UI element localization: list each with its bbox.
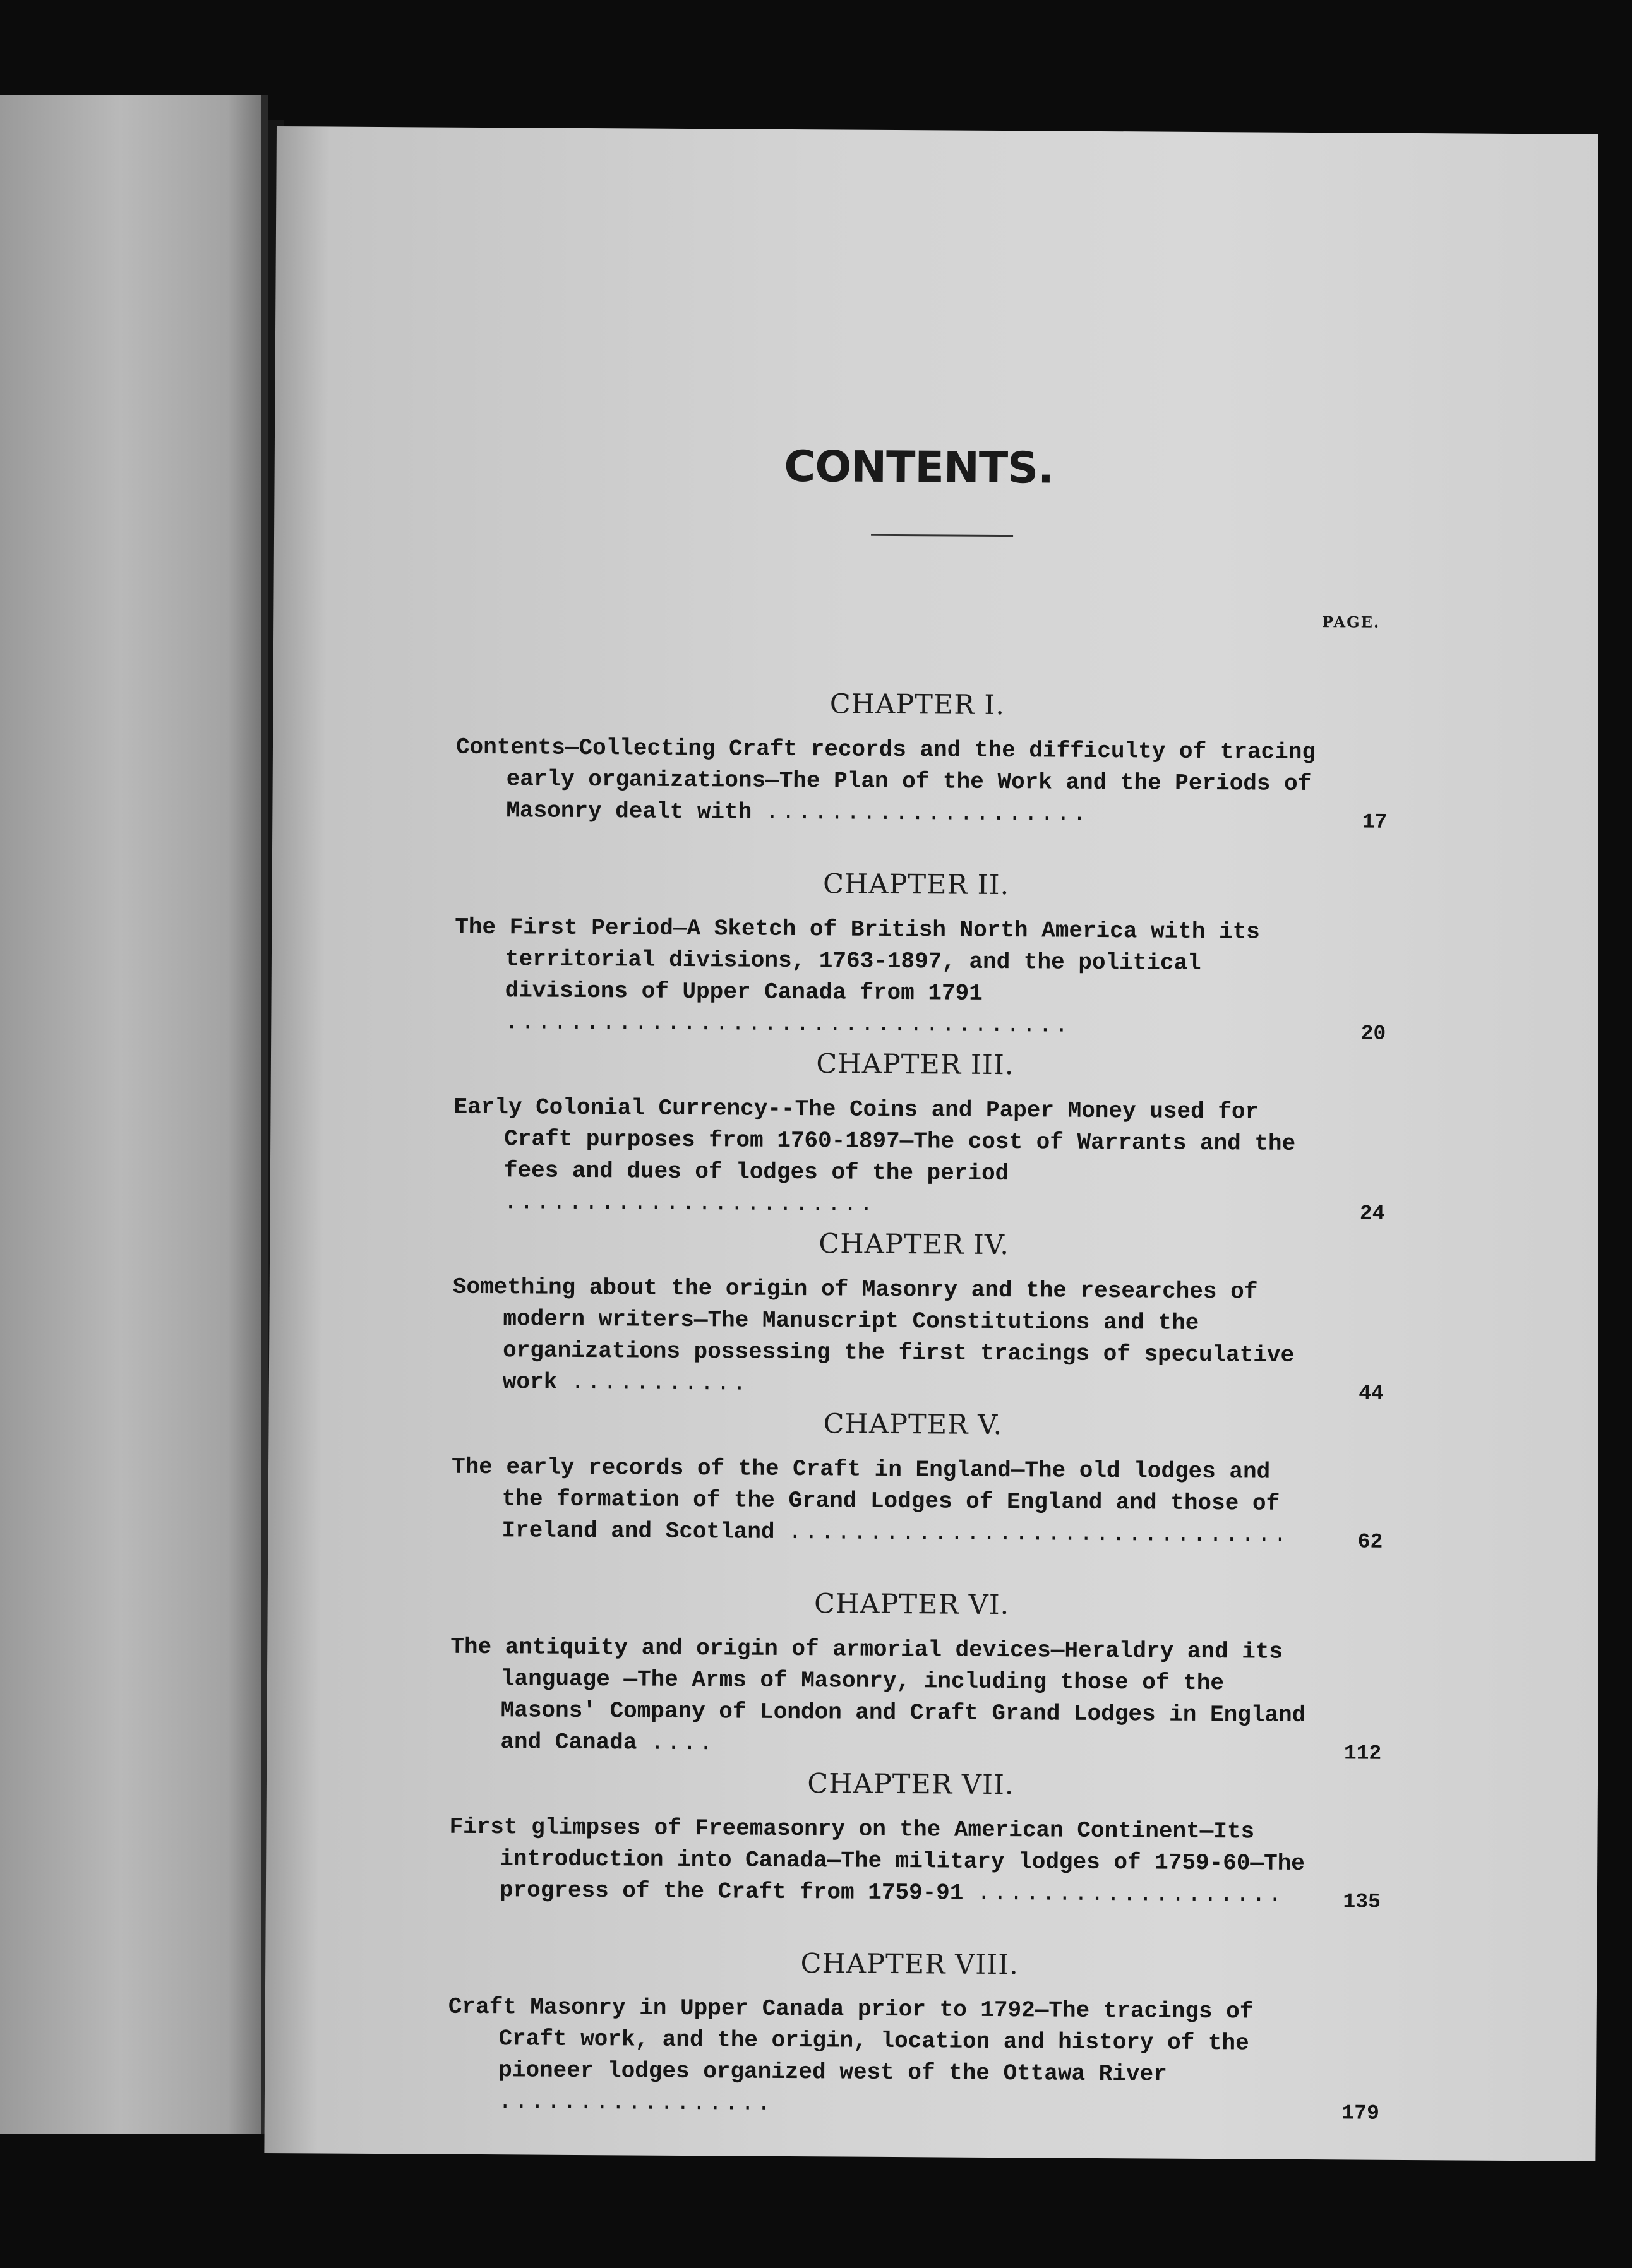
page-number: 44 (1359, 1382, 1384, 1406)
chapter-3 (453, 1046, 1385, 1226)
leader-dots: ....................... (503, 1189, 876, 1217)
page-title: CONTENTS. (784, 441, 1054, 494)
page-number: 24 (1359, 1202, 1385, 1226)
chapter-entry (455, 732, 1388, 834)
chapter-entry (451, 1452, 1383, 1554)
contents-column (448, 128, 1388, 2125)
chapter-7 (449, 1766, 1381, 1914)
chapter-entry (450, 1632, 1382, 1765)
chapter-1 (455, 686, 1388, 834)
entry-text: The antiquity and origin of armorial devices—Heraldry and its language —The Arms of Masonry, including those of the Masons' Company of London and Craft Grand Lodges in England and Canada (450, 1633, 1306, 1756)
entry-text: Craft Masonry in Upper Canada prior to 1792—The tracings of Craft work, and the origin, location and history of the pioneer lodges organized west of the Ottawa River (448, 1993, 1254, 2087)
chapter-6 (450, 1586, 1382, 1765)
chapter-entry (452, 1272, 1384, 1406)
chapter-heading: CHAPTER VII. (807, 1768, 1014, 1801)
chapter-heading: CHAPTER I. (829, 688, 1005, 722)
chapter-8 (448, 1946, 1379, 2125)
title-rule (871, 534, 1013, 537)
chapter-heading: CHAPTER IV. (819, 1228, 1010, 1262)
entry-text: Something about the origin of Masonry and the researches of modern writers—The Manuscript Constitutions and the organizations possessing the first tracings of speculative work (452, 1274, 1295, 1395)
chapter-2 (454, 866, 1386, 1046)
page-column-label: PAGE. (1322, 612, 1381, 631)
entry-text: Contents—Collecting Craft records and the difficulty of tracing early organizations—The Plan of the Work and the Periods of Masonry dealt with (455, 734, 1316, 825)
chapter-heading: CHAPTER II. (822, 868, 1010, 902)
entry-text: The early records of the Craft in England—The old lodges and the formation of the Grand Lodges of England and those of Ireland and Scotland (451, 1453, 1280, 1545)
entry-text: First glimpses of Freemasonry on the American Continent—Its introduction into Canada—The military lodges of 1759-60—The progress of the Craft from 1759-91 (449, 1813, 1305, 1906)
chapter-entry (449, 1811, 1381, 1914)
chapter-heading: CHAPTER III. (816, 1048, 1014, 1082)
previous-page-edge (0, 95, 268, 2134)
leader-dots: ................... (976, 1880, 1285, 1908)
contents-page (264, 126, 1608, 2161)
chapter-5 (451, 1406, 1383, 1554)
scan-edge-shadow (1598, 101, 1632, 2185)
entry-text: Early Colonial Currency--The Coins and Paper Money used for Craft purposes from 1760-1897—The cost of Warrants and the fees and dues of lodges of the period (453, 1094, 1296, 1187)
chapter-entry (448, 1991, 1379, 2125)
leader-dots: ................. (498, 2089, 774, 2116)
page-number: 179 (1341, 2101, 1379, 2125)
page-number: 62 (1357, 1530, 1383, 1554)
page-number: 17 (1362, 810, 1388, 834)
leader-dots: ................................... (505, 1009, 1071, 1039)
chapter-heading: CHAPTER VIII. (800, 1948, 1019, 1981)
chapter-entry (454, 912, 1386, 1046)
leader-dots: ............................... (788, 1519, 1290, 1548)
chapter-4 (452, 1226, 1384, 1406)
leader-dots: .................... (765, 799, 1089, 827)
page-number: 20 (1360, 1022, 1386, 1046)
page-number: 112 (1343, 1741, 1382, 1765)
chapter-entry (453, 1092, 1385, 1226)
leader-dots: .... (650, 1729, 716, 1757)
page-number: 135 (1343, 1890, 1381, 1914)
chapter-heading: CHAPTER VI. (813, 1588, 1010, 1621)
entry-text: The First Period—A Sketch of British North America with its territorial divisions, 1763-1897, and the political divisions of Upper Canada from 1791 (455, 914, 1260, 1006)
leader-dots: ........... (570, 1369, 749, 1397)
chapter-heading: CHAPTER V. (823, 1408, 1003, 1441)
